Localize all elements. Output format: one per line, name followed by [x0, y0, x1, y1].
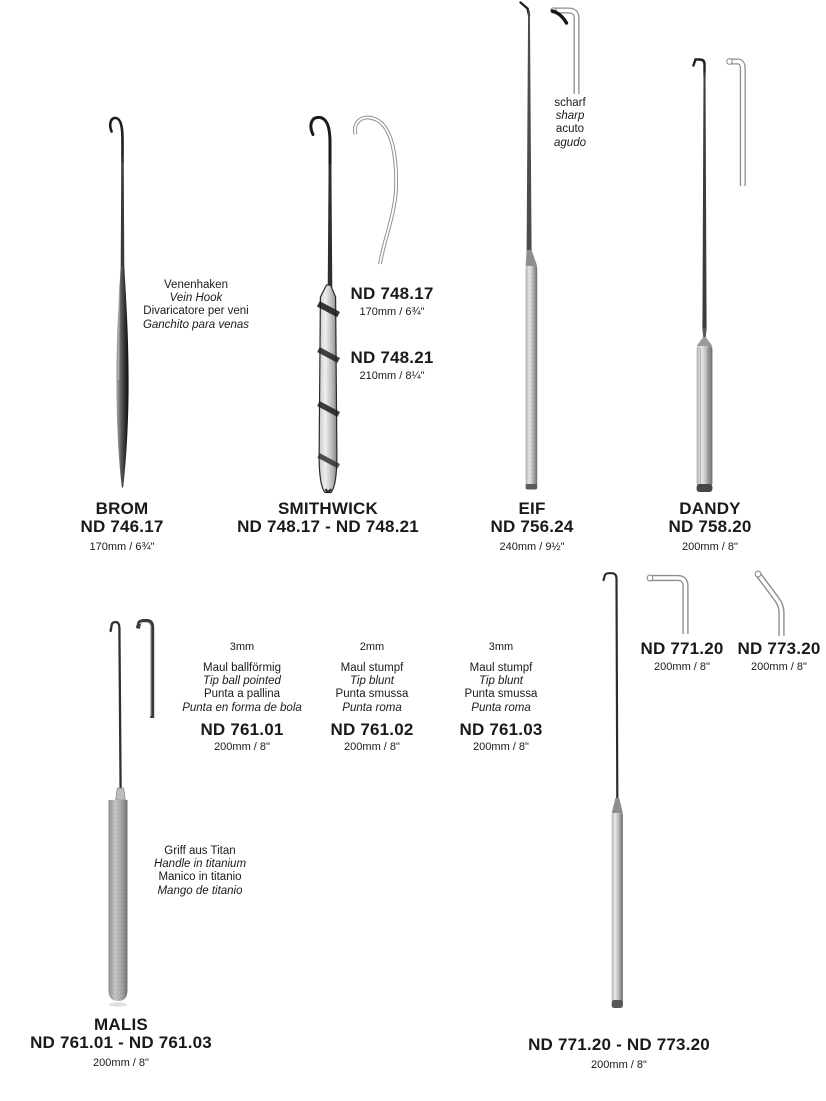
brom-caption — [80, 500, 163, 554]
malis-variant-1-column — [182, 641, 302, 754]
smithwick-variant-1-label — [350, 285, 433, 319]
eif-instrument-photo — [521, 3, 538, 490]
tip-line-de: Maul ballförmig — [203, 662, 281, 674]
hook-773-tip-detail-drawing — [755, 571, 781, 636]
brom-instrument-photo — [110, 118, 128, 488]
tip-description — [459, 662, 542, 715]
description-line-es: Ganchito para venas — [142, 318, 250, 331]
tip-line-en: Tip blunt — [478, 675, 524, 688]
product-size: 200mm / 8" — [93, 1057, 149, 1069]
smithwick-caption — [237, 500, 419, 536]
handle-line-es: Mango de titanio — [157, 884, 243, 897]
product-code: ND 746.17 — [80, 517, 164, 536]
product-code-range: ND 748.17 - ND 748.21 — [237, 517, 419, 536]
tip-line-it: Punta smussa — [335, 688, 409, 701]
product-code-range: ND 761.01 - ND 761.03 — [30, 1033, 212, 1052]
dandy-caption — [668, 500, 751, 554]
variant-code: ND 748.21 — [350, 348, 434, 367]
tip-size: 3mm — [488, 641, 514, 653]
malis-tip-detail-photo — [138, 621, 152, 718]
smithwick-instrument-photo — [311, 117, 340, 492]
tip-line-it: Punta smussa — [464, 688, 538, 701]
brom-description — [143, 279, 249, 332]
smithwick-hook-detail-drawing — [355, 118, 396, 264]
tip-line-en: Tip blunt — [349, 675, 395, 688]
product-size: 240mm / 9½" — [499, 541, 565, 553]
tip-line-it: Punta a pallina — [203, 688, 281, 701]
tip-line-en: sharp — [555, 110, 585, 123]
smithwick-variant-2-label — [350, 349, 433, 383]
eif-tip-description — [554, 97, 586, 150]
malis-instrument-photo — [109, 622, 128, 1007]
variant-size: 200mm / 8" — [214, 740, 270, 753]
handle-line-it: Manico in titanio — [158, 871, 242, 884]
variant-code: ND 748.17 — [350, 284, 434, 303]
variant-size: 170mm / 6¾" — [359, 306, 425, 318]
handle-line-en: Handle in titanium — [153, 858, 247, 871]
tip-line-de: Maul stumpf — [469, 662, 533, 674]
tip-line-es: Punta roma — [471, 701, 531, 714]
handle-line-de: Griff aus Titan — [164, 845, 236, 857]
variant-code: ND 761.02 — [330, 719, 414, 739]
product-name: SMITHWICK — [277, 499, 379, 518]
product-code: ND 756.24 — [490, 517, 574, 536]
variant-code: ND 771.20 — [640, 639, 724, 658]
product-name: MALIS — [94, 1015, 148, 1034]
eif-caption — [490, 500, 573, 554]
tip-line-es: Punta en forma de bola — [182, 701, 302, 714]
product-name: DANDY — [679, 499, 741, 518]
product-name: BROM — [95, 499, 149, 518]
product-code: ND 758.20 — [668, 517, 752, 536]
product-code-range: ND 771.20 - ND 773.20 — [528, 1035, 710, 1054]
dandy-tip-detail-drawing — [727, 59, 743, 186]
product-size: 170mm / 6¾" — [89, 541, 155, 553]
hook-773-label — [737, 640, 820, 674]
eif-tip-detail-drawing — [551, 8, 577, 94]
variant-size: 200mm / 8" — [654, 661, 710, 673]
description-line-en: Vein Hook — [169, 292, 223, 305]
wire-hooks-caption — [528, 1036, 710, 1072]
tip-line-es: agudo — [554, 136, 586, 149]
malis-variant-2-column — [330, 641, 413, 754]
variant-code: ND 773.20 — [737, 639, 821, 658]
tip-size: 3mm — [229, 641, 255, 653]
variant-size: 200mm / 8" — [751, 661, 807, 673]
tip-line-it: acuto — [555, 123, 585, 136]
variant-code: ND 761.03 — [459, 719, 543, 739]
variant-size: 200mm / 8" — [344, 740, 400, 753]
description-line-it: Divaricatore per veni — [143, 305, 249, 318]
dandy-instrument-photo — [693, 60, 712, 493]
tip-description — [182, 662, 302, 715]
hook-771-label — [640, 640, 723, 674]
wire-hook-instrument-photo — [604, 573, 623, 1008]
tip-line-en: Tip ball pointed — [203, 675, 281, 688]
tip-line-es: Punta roma — [342, 701, 402, 714]
malis-variant-3-column — [459, 641, 542, 754]
tip-line-de: Maul stumpf — [340, 662, 404, 674]
product-size: 200mm / 8" — [682, 541, 738, 553]
variant-size: 200mm / 8" — [473, 740, 529, 753]
hook-771-tip-detail-drawing — [647, 575, 685, 634]
variant-size: 210mm / 8¼" — [359, 370, 425, 382]
tip-line-de: scharf — [554, 97, 586, 109]
product-name: EIF — [518, 499, 546, 518]
malis-caption — [30, 1016, 212, 1070]
description-line-de: Venenhaken — [164, 279, 228, 291]
product-size: 200mm / 8" — [591, 1059, 647, 1071]
malis-handle-description — [154, 845, 246, 898]
variant-code: ND 761.01 — [200, 719, 284, 739]
tip-size: 2mm — [359, 641, 385, 653]
tip-description — [330, 662, 413, 715]
